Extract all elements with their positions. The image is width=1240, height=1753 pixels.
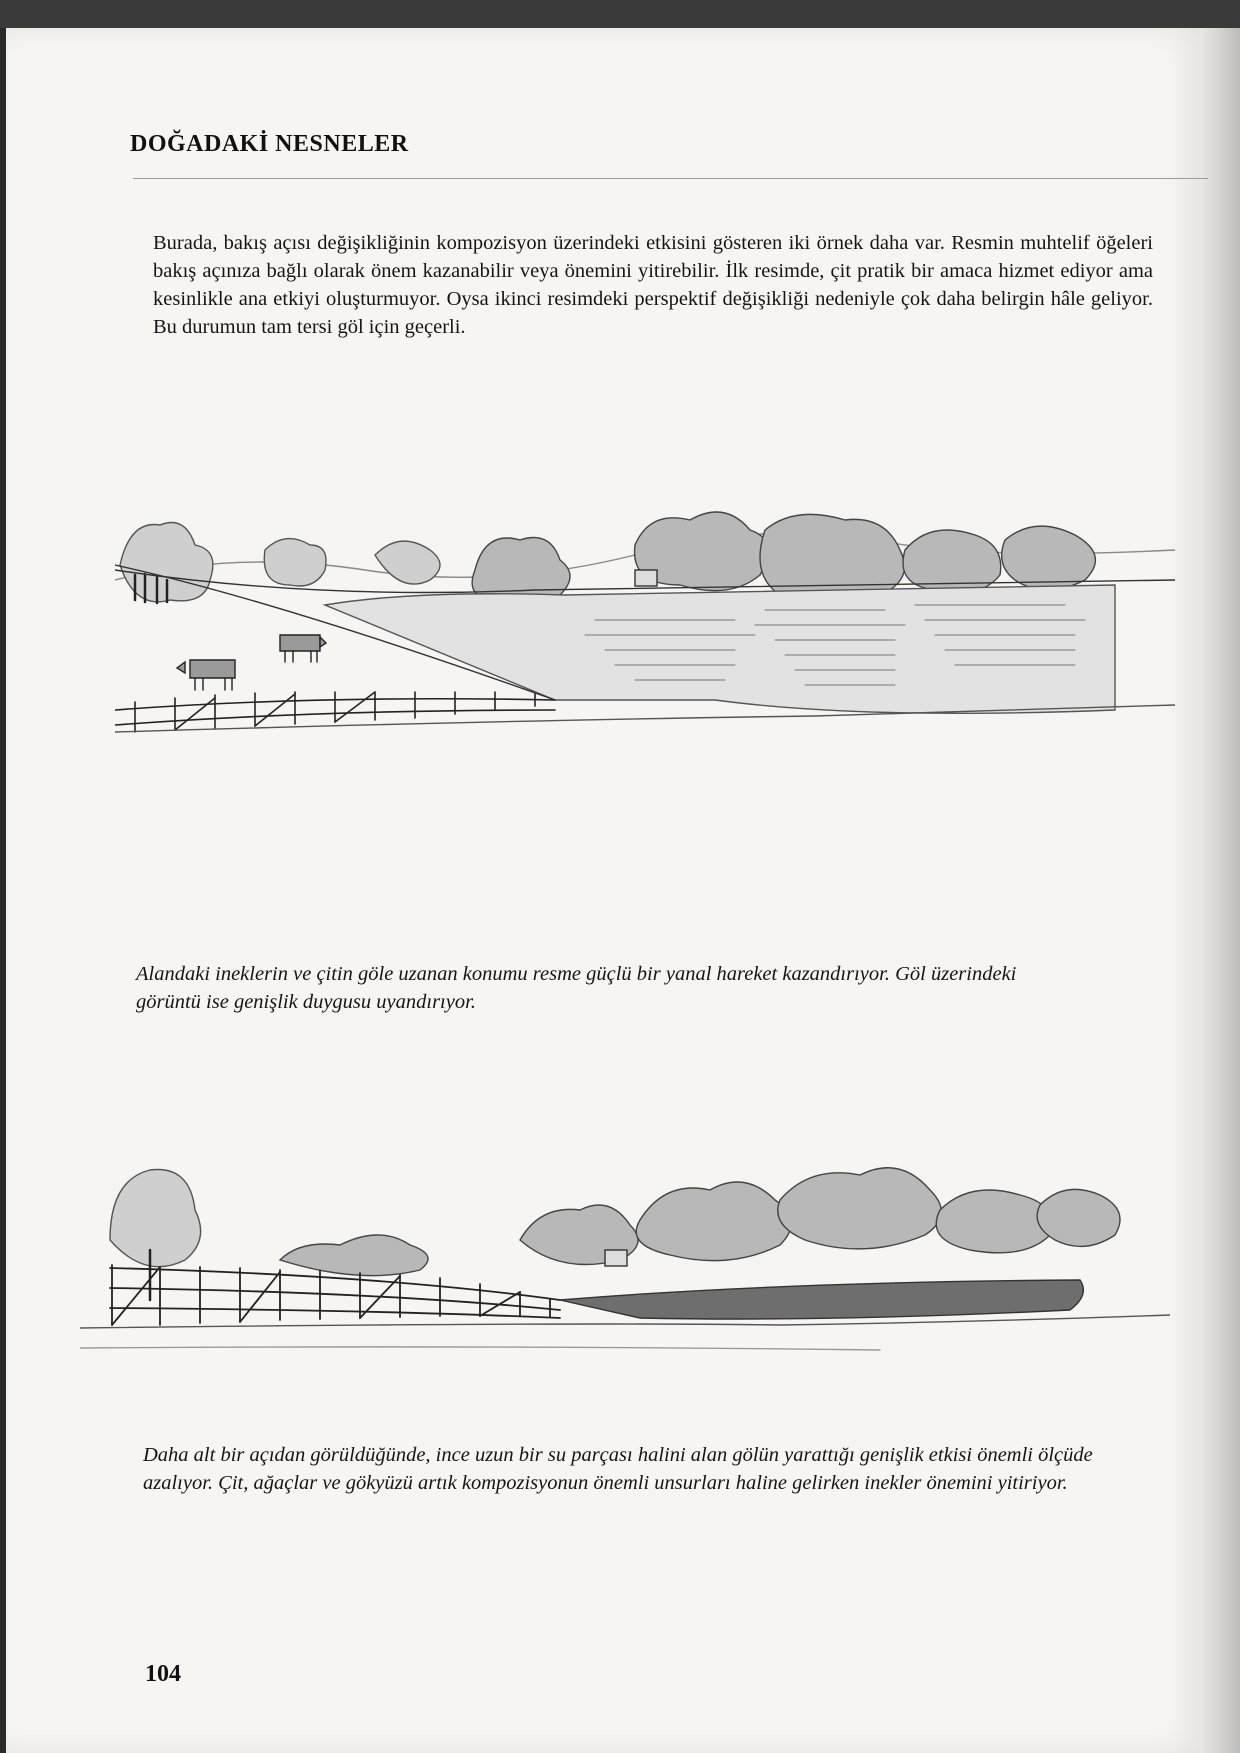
cow-figures [177,635,326,690]
tree-left [110,1170,201,1267]
page-header: DOĞADAKİ NESNELER [130,131,409,157]
sketch-high-view [115,510,1175,820]
tree-band [280,1168,1120,1276]
intro-paragraph: Burada, bakış açısı değişikliğinin kompozisyon üzerindeki etkisini gösteren iki örnek daha var. Resmin muhtelif öğeleri bakış açınıza bağlı olarak önem kazanabilir veya önemini yitirebilir. İlk resimde, çit pratik bir amaca hizmet ediyor ama kesinlikle ana etkiyi oluşturmuyor. Oysa ikinci resimdeki perspektif değişikliği nedeniyle çok daha belirgin hâle geliyor. Bu durumun tam tersi göl için geçerli. [153,232,1153,338]
scan-top-edge [0,0,1240,28]
caption-sketch-2: Daha alt bir açıdan görüldüğünde, ince uzun bir su parçası halini alan gölün yarattığı genişlik etkisi önemli ölçüde azalıyor. Çit, ağaçlar ve gökyüzü artık kompozisyonun önemli unsurları haline gelirken inekler önemini yitiriyor. [143,1444,1093,1494]
book-spine-shadow [1200,28,1240,1753]
lake-strip [560,1280,1083,1319]
page-number: 104 [145,1661,181,1687]
fence-prominent [110,1265,560,1325]
sketch-low-view [80,1150,1170,1375]
caption-sketch-1: Alandaki ineklerin ve çitin göle uzanan konumu resme güçlü bir yanal hareket kazandırıyor. Göl üzerindeki görüntü ise genişlik duygusu uyandırıyor. [136,963,1017,1013]
header-rule [133,178,1208,179]
lake-area [325,585,1115,713]
